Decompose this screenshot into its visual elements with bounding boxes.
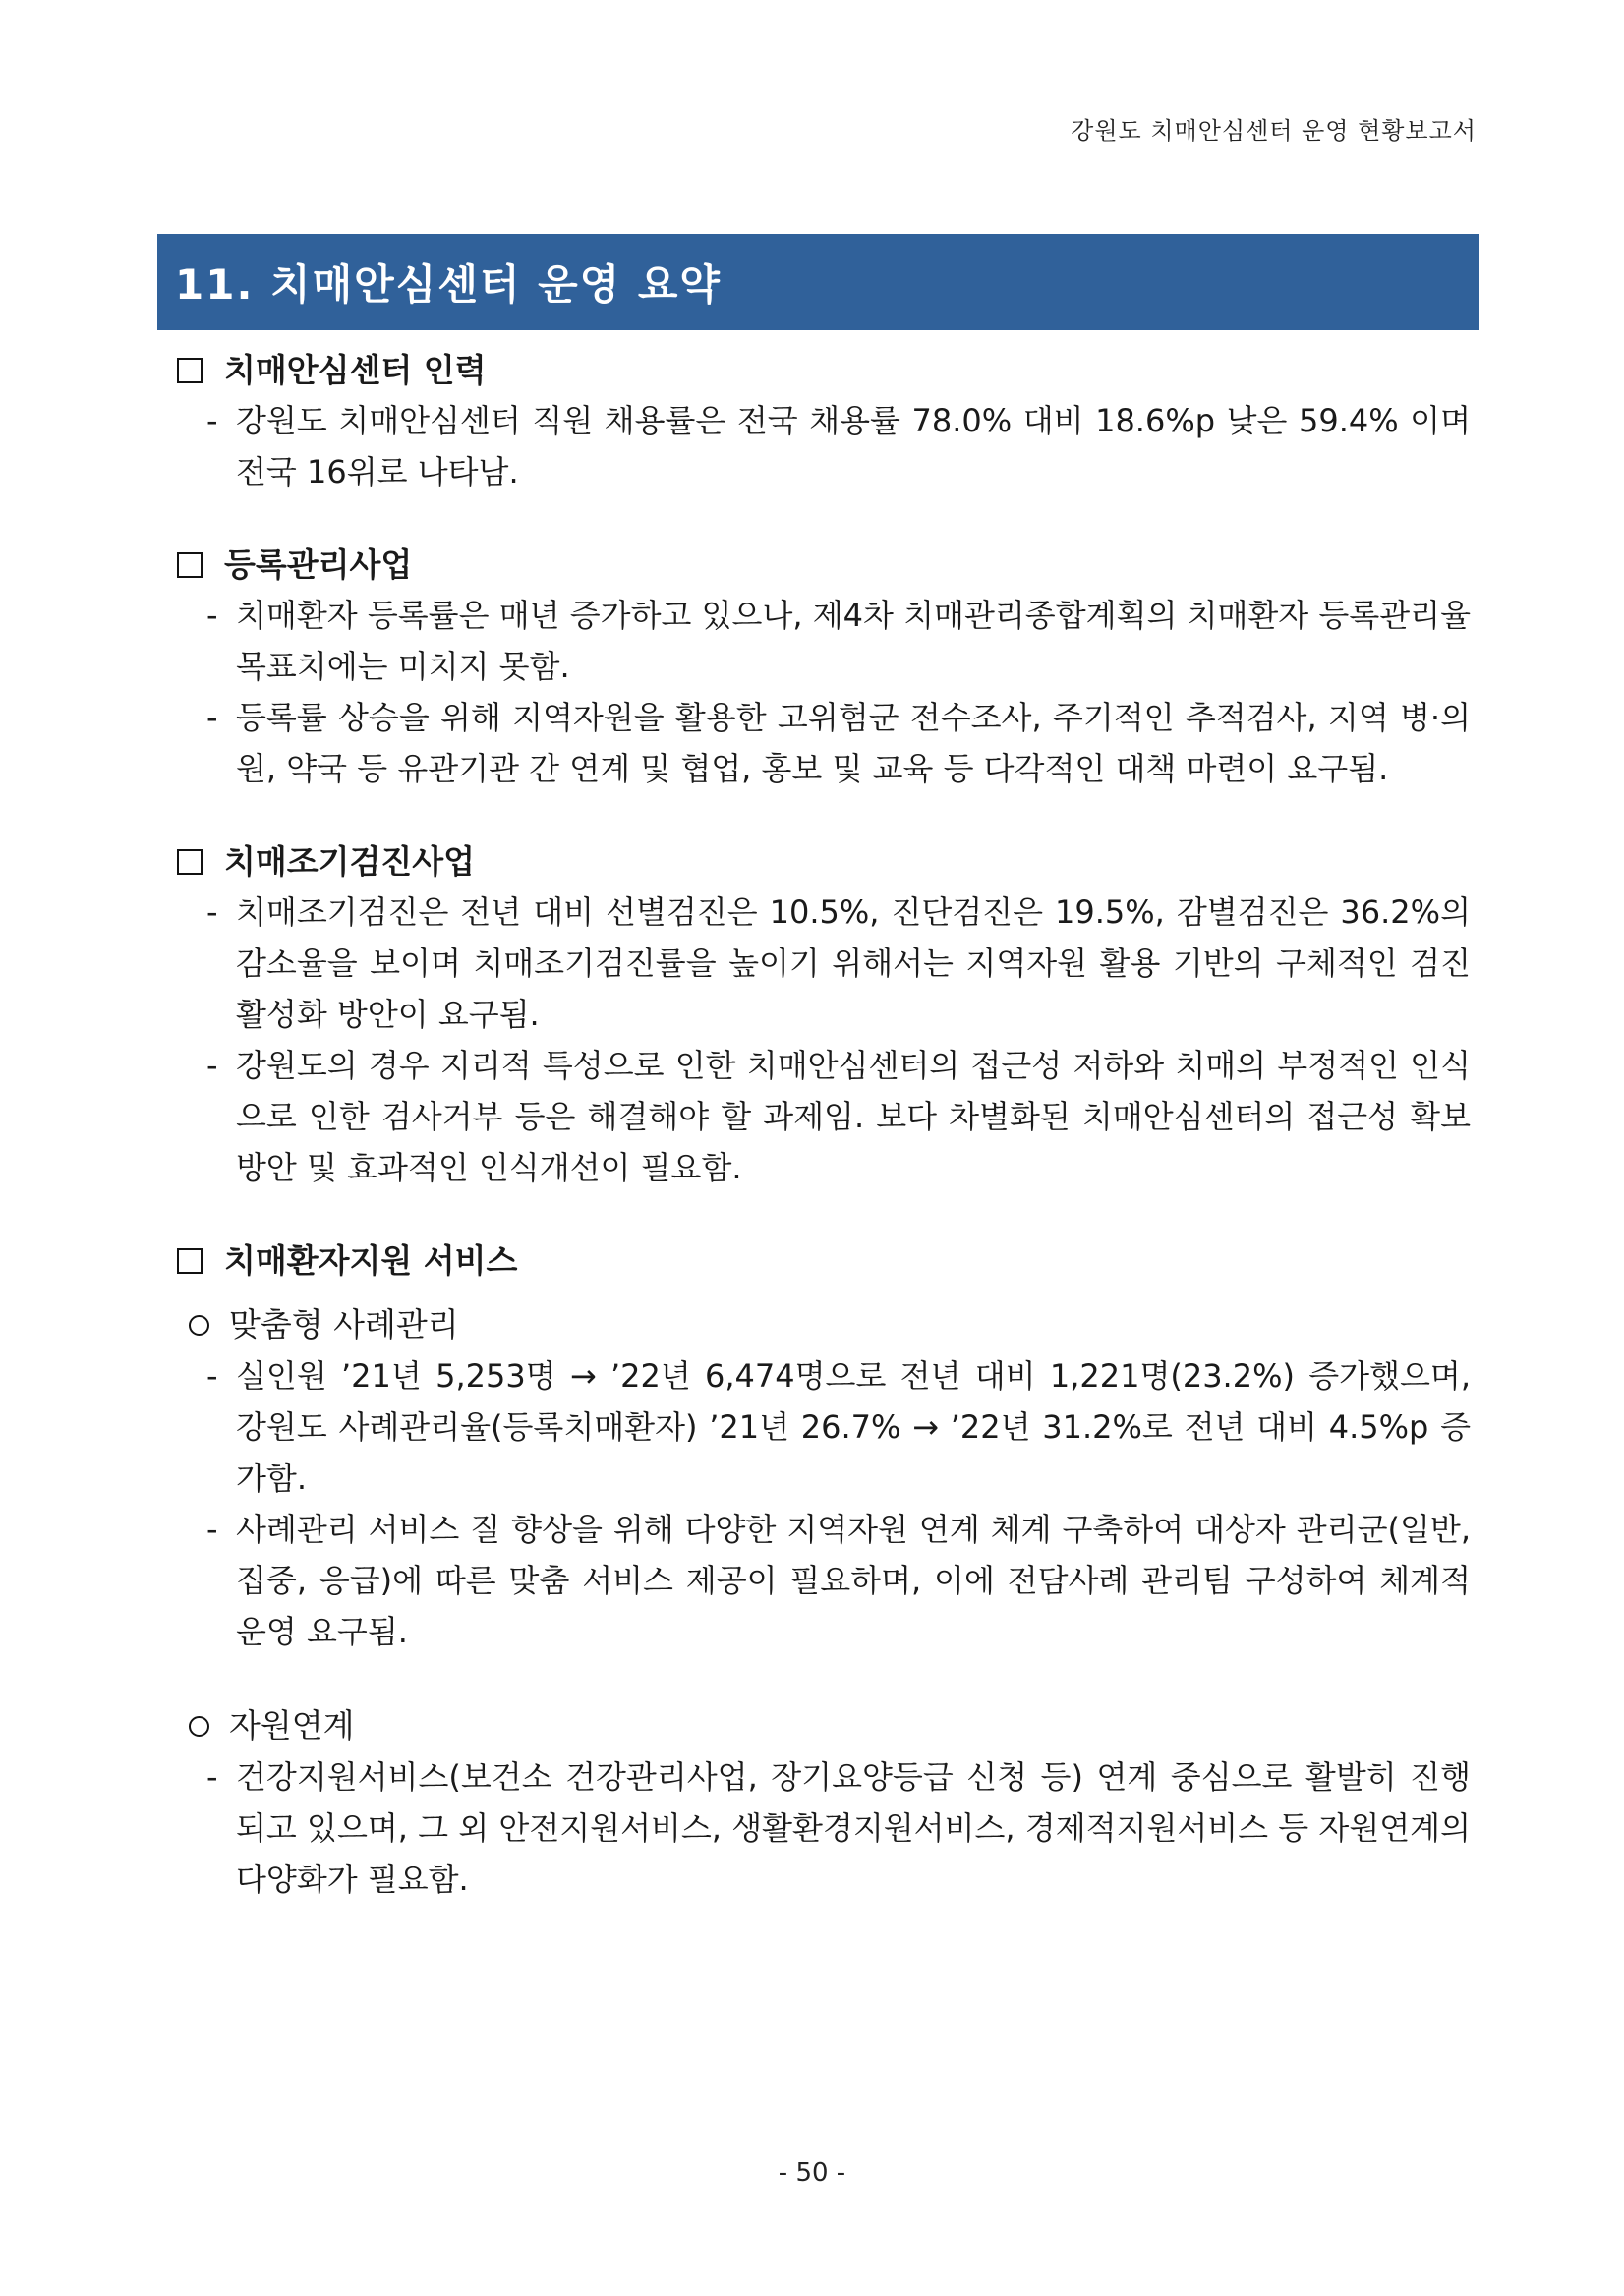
bullet-text: 강원도의 경우 지리적 특성으로 인한 치매안심센터의 접근성 저하와 치매의 부정적인 인식으로 인한 검사거부 등은 해결해야 할 과제임. 보다 차별화된 치매안심센터의 접근성 확보방안 및 효과적인 인식개선이 필요함.	[236, 1047, 1471, 1186]
checkbox-icon	[177, 849, 203, 875]
section-patient-support	[173, 1236, 1471, 1905]
bullet-item	[206, 1751, 1471, 1905]
document-body	[173, 346, 1471, 1948]
section-registration	[173, 541, 1471, 794]
bullet-text: 강원도 치매안심센터 직원 채용률은 전국 채용률 78.0% 대비 18.6%p 낮은 59.4% 이며 전국 16위로 나타남.	[236, 402, 1471, 490]
dash-icon: -	[206, 893, 218, 931]
bullet-item	[206, 395, 1471, 497]
dash-icon: -	[206, 1511, 218, 1548]
dash-icon: -	[206, 402, 218, 439]
dash-icon: -	[206, 1758, 218, 1796]
section-heading-text: 치매환자지원 서비스	[224, 1241, 518, 1280]
dash-icon: -	[206, 699, 218, 736]
bullet-item	[206, 692, 1471, 794]
bullet-item	[206, 1504, 1471, 1657]
section-heading-text: 등록관리사업	[224, 545, 413, 584]
dash-icon: -	[206, 1047, 218, 1084]
bullet-item	[206, 887, 1471, 1040]
section-heading	[173, 346, 1471, 395]
bullet-text: 등록률 상승을 위해 지역자원을 활용한 고위험군 전수조사, 주기적인 추적검사, 지역 병·의원, 약국 등 유관기관 간 연계 및 협업, 홍보 및 교육 등 다각적인 대책 마련이 요구됨.	[236, 699, 1471, 787]
subsection-heading	[189, 1700, 1471, 1751]
bullet-text: 치매환자 등록률은 매년 증가하고 있으나, 제4차 치매관리종합계획의 치매환자 등록관리율 목표치에는 미치지 못함.	[236, 597, 1471, 685]
section-heading	[173, 837, 1471, 887]
checkbox-icon	[177, 1248, 203, 1274]
bullet-text: 실인원 ’21년 5,253명 → ’22년 6,474명으로 전년 대비 1,221명(23.2%) 증가했으며, 강원도 사례관리율(등록치매환자) ’21년 26.7% → ’22년 31.2%로 전년 대비 4.5%p 증가함.	[236, 1357, 1471, 1497]
dash-icon: -	[206, 1357, 218, 1395]
section-heading-text: 치매안심센터 인력	[224, 351, 487, 389]
section-staffing	[173, 346, 1471, 497]
running-header: 강원도 치매안심센터 운영 현황보고서	[1071, 117, 1477, 144]
checkbox-icon	[177, 358, 203, 383]
subsection-heading-text: 맞춤형 사례관리	[229, 1305, 459, 1344]
section-title-bar	[157, 234, 1479, 330]
page-number: - 50 -	[778, 2158, 846, 2188]
section-heading-text: 치매조기검진사업	[224, 842, 476, 881]
section-heading	[173, 541, 1471, 590]
subsection-heading-text: 자원연계	[229, 1706, 355, 1745]
bullet-item	[206, 1040, 1471, 1193]
bullet-item	[206, 590, 1471, 692]
bullet-text: 건강지원서비스(보건소 건강관리사업, 장기요양등급 신청 등) 연계 중심으로 활발히 진행되고 있으며, 그 외 안전지원서비스, 생활환경지원서비스, 경제적지원서비스 등 자원연계의 다양화가 필요함.	[236, 1758, 1471, 1898]
bullet-text: 치매조기검진은 전년 대비 선별검진은 10.5%, 진단검진은 19.5%, 감별검진은 36.2%의 감소율을 보이며 치매조기검진률을 높이기 위해서는 지역자원 활용 기반의 구체적인 검진활성화 방안이 요구됨.	[236, 893, 1471, 1033]
bullet-item	[206, 1350, 1471, 1504]
subsection-heading	[189, 1299, 1471, 1350]
section-screening	[173, 837, 1471, 1193]
section-title: 11. 치매안심센터 운영 요약	[175, 260, 722, 309]
checkbox-icon	[177, 552, 203, 578]
dash-icon: -	[206, 597, 218, 634]
circle-bullet-icon	[189, 1716, 209, 1737]
circle-bullet-icon	[189, 1315, 209, 1336]
bullet-text: 사례관리 서비스 질 향상을 위해 다양한 지역자원 연계 체계 구축하여 대상자 관리군(일반, 집중, 응급)에 따른 맞춤 서비스 제공이 필요하며, 이에 전담사례 관리팀 구성하여 체계적 운영 요구됨.	[236, 1511, 1471, 1650]
section-heading	[173, 1236, 1471, 1286]
